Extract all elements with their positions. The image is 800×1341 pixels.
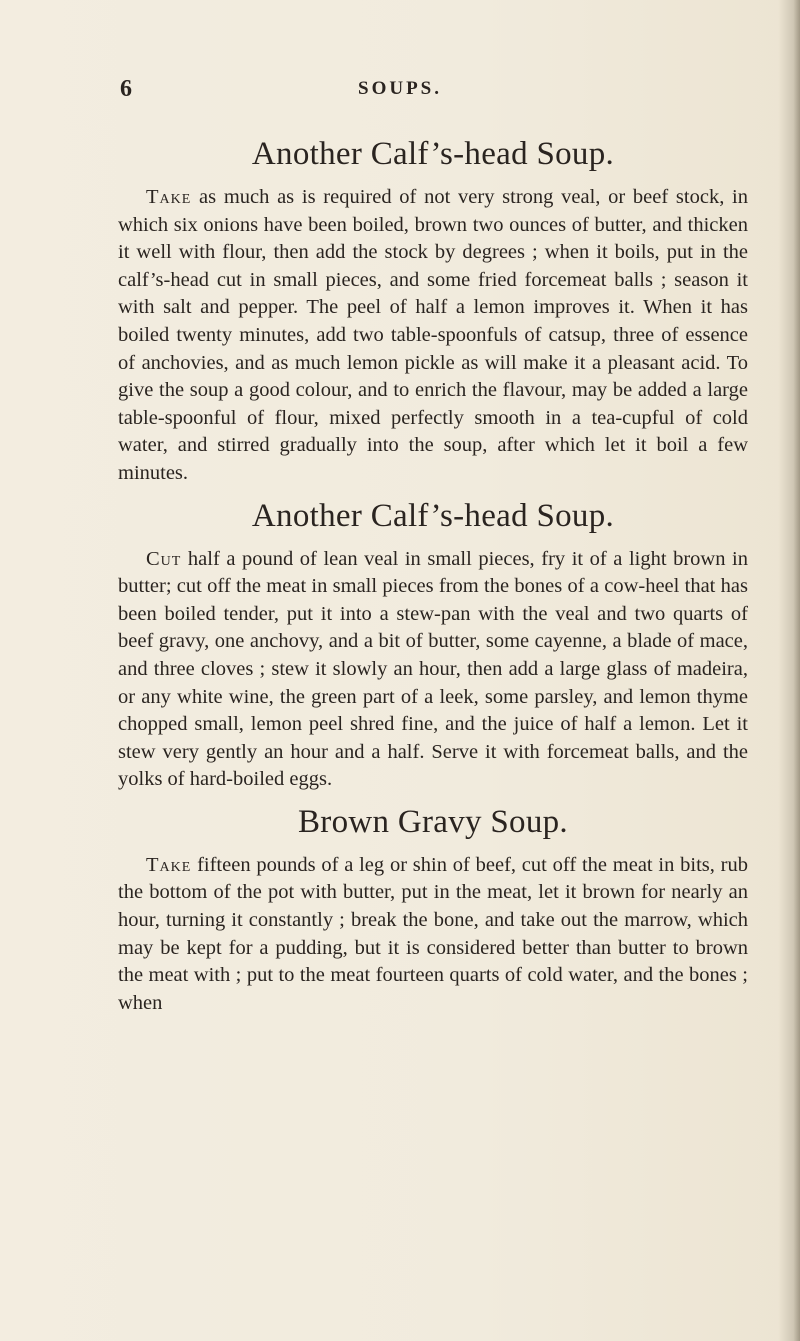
recipe-text: half a pound of lean veal in small pieces, fry it of a light brown in butter; cut off the meat in small pieces from the bones of a cow-heel that has been boiled tender, put it into a stew-pan with the veal and two quarts of beef gravy, one anchovy, and a bit of butter, some cayenne, a blade of mace, and three cloves ; stew it slowly an hour, then add a large glass of madeira, or any white wine, the green part of a leek, some parsley, and lemon thyme chopped small, lemon peel shred fine, and the juice of half a lemon. Let it stew very gently an hour and a half. Serve it with forcemeat balls, and the yolks of hard-boiled eggs. bbox=[118, 547, 748, 791]
recipe-body bbox=[118, 852, 748, 1018]
recipe-text: fifteen pounds of a leg or shin of beef, cut off the meat in bits, rub the bottom of the pot with butter, put in the meat, let it brown for nearly an hour, turning it constantly ; break the bone, and take out the marrow, which may be kept for a pudding, but it is considered better than butter to brown the meat with ; put to the meat fourteen quarts of cold water, and the bones ; when bbox=[118, 853, 748, 1014]
recipe-body bbox=[118, 184, 748, 488]
section-title: SOUPS. bbox=[358, 78, 442, 99]
recipe-text: as much as is required of not very strong veal, or beef stock, in which six onions have been boiled, brown two ounces of butter, and thicken it well with flour, then add the stock by degrees ; when it boils, put in the calf’s-head cut in small pieces, and some fried forcemeat balls ; season it with salt and pepper. The peel of half a lemon improves it. When it has boiled twenty minutes, add two table-spoonfuls of catsup, three of essence of anchovies, and as much lemon pickle as will make it a pleasant acid. To give the soup a good colour, and to enrich the flavour, may be added a large table-spoonful of flour, mixed perfectly smooth in a tea-cupful of cold water, and stirred gradually into the soup, after which let it boil a few minutes. bbox=[118, 186, 748, 484]
running-head bbox=[0, 76, 800, 106]
recipe-lead-word: Take bbox=[146, 186, 192, 208]
recipe-title: Another Calf’s-head Soup. bbox=[251, 497, 615, 534]
page-content bbox=[118, 134, 748, 1025]
recipe-title: Brown Gravy Soup. bbox=[297, 803, 568, 840]
recipe-body bbox=[118, 546, 748, 794]
recipe-lead-word: Take bbox=[146, 853, 192, 876]
recipe-section bbox=[118, 496, 748, 794]
recipe-lead-word: Cut bbox=[146, 547, 182, 570]
recipe-section bbox=[118, 134, 748, 488]
recipe-title: Another Calf’s-head Soup. bbox=[251, 136, 615, 172]
recipe-section bbox=[118, 802, 748, 1018]
page-number: 6 bbox=[120, 76, 133, 102]
page-edge-shadow bbox=[778, 0, 800, 1341]
